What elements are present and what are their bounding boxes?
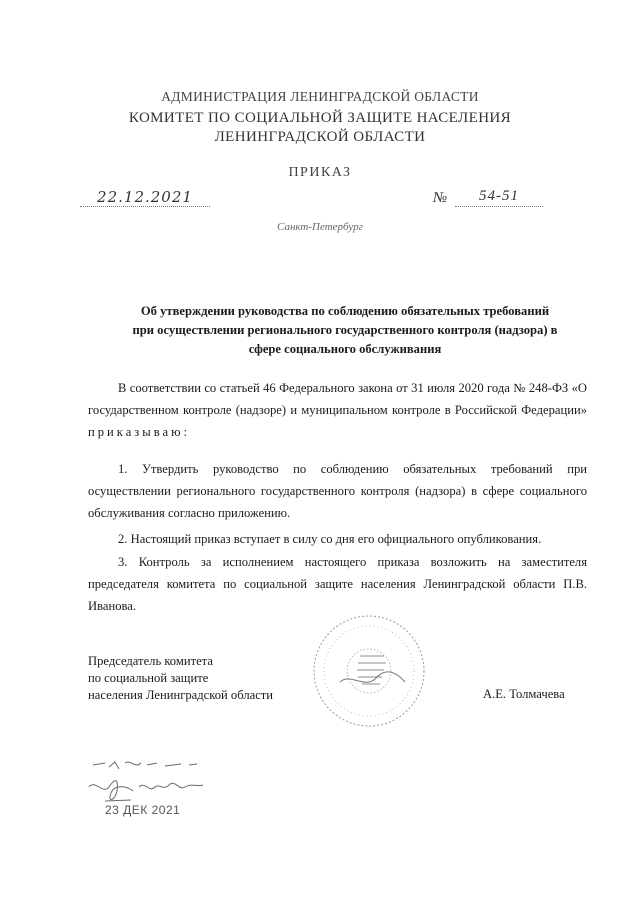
order-word: приказываю:: [88, 425, 191, 439]
order-item-2: 2. Настоящий приказ вступает в силу со дня его официального опубликования.: [118, 532, 542, 546]
order-date: 22.12.2021: [80, 188, 210, 207]
subject-line-2: при осуществлении регионального государственного контроля (надзора) в: [132, 323, 558, 337]
signer-position-line-2: по социальной защите: [88, 671, 209, 685]
signer-position-line-3: населения Ленинградской области: [88, 688, 274, 702]
preamble-paragraph: [88, 377, 587, 443]
subject-line-1: Об утверждении руководства по соблюдению обязательных требований: [140, 304, 550, 318]
order-number-prefix: №: [433, 190, 448, 206]
administration-title: АДМИНИСТРАЦИЯ ЛЕНИНГРАДСКОЙ ОБЛАСТИ: [161, 89, 479, 104]
order-item-3: 3. Контроль за исполнением настоящего приказа возложить на заместителя председателя комитета по социальной защите населения Ленинградской области П.В. Иванова.: [88, 555, 587, 613]
committee-title-line1: КОМИТЕТ ПО СОЦИАЛЬНОЙ ЗАЩИТЕ НАСЕЛЕНИЯ: [128, 110, 512, 126]
committee-title-line2: ЛЕНИНГРАДСКОЙ ОБЛАСТИ: [214, 129, 426, 145]
signer-name: А.Е. Толмачева: [483, 687, 565, 701]
receipt-stamp-date: 23 ДЕК 2021: [105, 803, 181, 817]
signer-position-line-1: Председатель комитета: [88, 654, 213, 668]
city-label: Санкт-Петербург: [277, 221, 363, 233]
order-item-1: 1. Утвердить руководство по соблюдению обязательных требований при осуществлении регионального государственного контроля (надзора) в сфере социального обслуживания согласно приложению.: [88, 462, 587, 520]
preamble-text: В соответствии со статьей 46 Федерального закона от 31 июля 2020 года № 248-ФЗ «О государственном контроле (надзоре) и муниципальном контроле в Российской Федерации»: [88, 381, 587, 417]
order-number: 54-51: [455, 188, 543, 207]
signer-position: [88, 653, 328, 704]
order-subject: [100, 302, 590, 359]
document-type-title: ПРИКАЗ: [288, 165, 352, 180]
subject-line-3: сфере социального обслуживания: [248, 342, 442, 356]
